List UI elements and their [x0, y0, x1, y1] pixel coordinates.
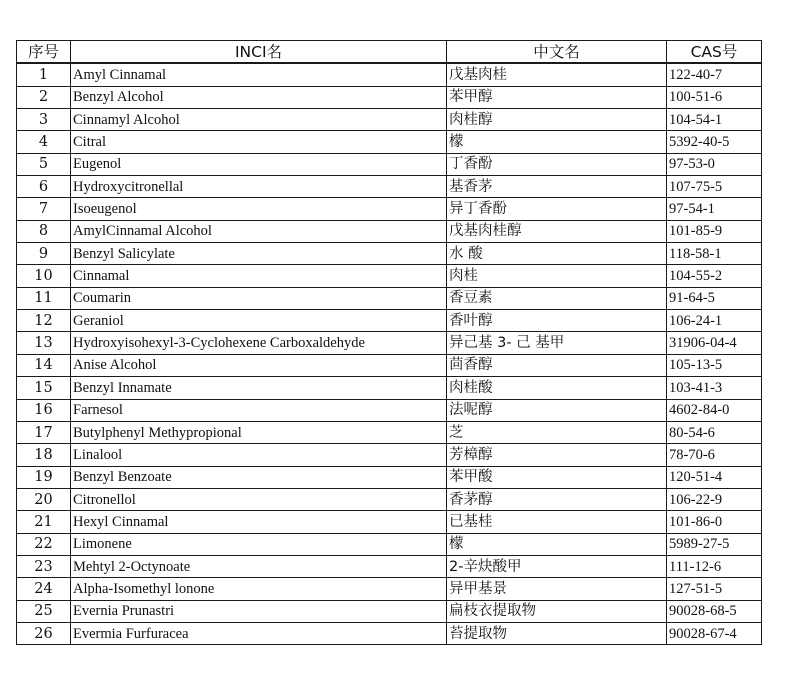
chinese-name-cell: 异丁香酚	[447, 198, 667, 220]
inci-name-cell: AmylCinnamal Alcohol	[71, 220, 447, 242]
cas-number-cell: 101-85-9	[667, 220, 762, 242]
serial-number-cell: 20	[17, 488, 71, 510]
cas-number-cell: 105-13-5	[667, 354, 762, 376]
cas-number-cell: 107-75-5	[667, 176, 762, 198]
chinese-name-cell: 檬	[447, 533, 667, 555]
chinese-name-cell: 香叶醇	[447, 310, 667, 332]
serial-number-cell: 1	[17, 63, 71, 86]
chinese-name-cell: 异甲基景	[447, 578, 667, 600]
cas-number-cell: 127-51-5	[667, 578, 762, 600]
table-row	[17, 399, 762, 421]
serial-number-cell: 19	[17, 466, 71, 488]
inci-name-cell: Benzyl Alcohol	[71, 86, 447, 108]
table-row	[17, 511, 762, 533]
chinese-name-cell: 香茅醇	[447, 488, 667, 510]
inci-name-cell: Farnesol	[71, 399, 447, 421]
table-row	[17, 86, 762, 108]
inci-name-cell: Hexyl Cinnamal	[71, 511, 447, 533]
cas-number-cell: 111-12-6	[667, 555, 762, 577]
chinese-name-cell: 茴香醇	[447, 354, 667, 376]
inci-name-cell: Alpha-Isomethyl lonone	[71, 578, 447, 600]
chinese-name-cell: 肉桂醇	[447, 109, 667, 131]
cas-number-cell: 103-41-3	[667, 377, 762, 399]
serial-number-cell: 6	[17, 176, 71, 198]
table-row	[17, 176, 762, 198]
chinese-name-cell: 戊基肉桂	[447, 63, 667, 86]
cas-number-cell: 122-40-7	[667, 63, 762, 86]
cas-number-cell: 90028-68-5	[667, 600, 762, 622]
inci-name-cell: Butylphenyl Methypropional	[71, 421, 447, 443]
table-row	[17, 265, 762, 287]
table-row	[17, 198, 762, 220]
chinese-name-cell: 苯甲酸	[447, 466, 667, 488]
table-row	[17, 287, 762, 309]
cas-number-cell: 100-51-6	[667, 86, 762, 108]
table-row	[17, 444, 762, 466]
table-row	[17, 578, 762, 600]
inci-name-cell: Linalool	[71, 444, 447, 466]
cas-number-cell: 5989-27-5	[667, 533, 762, 555]
serial-number-cell: 26	[17, 622, 71, 644]
serial-number-cell: 4	[17, 131, 71, 153]
chinese-name-cell: 扁枝衣提取物	[447, 600, 667, 622]
table-row	[17, 220, 762, 242]
inci-name-cell: Hydroxyisohexyl-3-Cyclohexene Carboxaldehyde	[71, 332, 447, 354]
table-row	[17, 466, 762, 488]
inci-name-cell: Evernia Prunastri	[71, 600, 447, 622]
serial-number-cell: 23	[17, 555, 71, 577]
inci-name-cell: Citronellol	[71, 488, 447, 510]
cas-number-cell: 106-24-1	[667, 310, 762, 332]
chinese-name-cell: 肉桂酸	[447, 377, 667, 399]
chinese-name-cell: 水 酸	[447, 243, 667, 265]
table-row	[17, 622, 762, 644]
table-row	[17, 131, 762, 153]
chinese-name-cell: 肉桂	[447, 265, 667, 287]
serial-number-cell: 25	[17, 600, 71, 622]
inci-name-cell: Benzyl Salicylate	[71, 243, 447, 265]
serial-number-cell: 16	[17, 399, 71, 421]
serial-number-cell: 18	[17, 444, 71, 466]
serial-number-cell: 12	[17, 310, 71, 332]
serial-number-cell: 3	[17, 109, 71, 131]
inci-name-cell: Geraniol	[71, 310, 447, 332]
cas-number-cell: 31906-04-4	[667, 332, 762, 354]
chinese-name-cell: 异己基 3- 己 基甲	[447, 332, 667, 354]
serial-number-cell: 11	[17, 287, 71, 309]
serial-number-cell: 2	[17, 86, 71, 108]
chinese-name-cell: 香豆素	[447, 287, 667, 309]
serial-number-cell: 22	[17, 533, 71, 555]
inci-name-cell: Citral	[71, 131, 447, 153]
serial-number-cell: 17	[17, 421, 71, 443]
cas-number-cell: 104-54-1	[667, 109, 762, 131]
table-row	[17, 243, 762, 265]
cas-number-cell: 104-55-2	[667, 265, 762, 287]
header-serial-number: 序号	[17, 41, 71, 64]
chinese-name-cell: 檬	[447, 131, 667, 153]
serial-number-cell: 7	[17, 198, 71, 220]
inci-name-cell: Benzyl Benzoate	[71, 466, 447, 488]
inci-name-cell: Cinnamal	[71, 265, 447, 287]
chinese-name-cell: 基香茅	[447, 176, 667, 198]
table-row	[17, 63, 762, 86]
inci-name-cell: Eugenol	[71, 153, 447, 175]
table-body	[17, 63, 762, 644]
allergen-table	[16, 40, 762, 645]
cas-number-cell: 106-22-9	[667, 488, 762, 510]
serial-number-cell: 9	[17, 243, 71, 265]
table-row	[17, 310, 762, 332]
chinese-name-cell: 苔提取物	[447, 622, 667, 644]
table-row	[17, 533, 762, 555]
chinese-name-cell: 法呢醇	[447, 399, 667, 421]
inci-name-cell: Anise Alcohol	[71, 354, 447, 376]
chinese-name-cell: 2-辛炔酸甲	[447, 555, 667, 577]
table-row	[17, 354, 762, 376]
table-row	[17, 377, 762, 399]
inci-name-cell: Benzyl Innamate	[71, 377, 447, 399]
table-row	[17, 109, 762, 131]
cas-number-cell: 120-51-4	[667, 466, 762, 488]
header-cas-number: CAS号	[667, 41, 762, 64]
serial-number-cell: 5	[17, 153, 71, 175]
table-row	[17, 153, 762, 175]
table-header	[17, 41, 762, 64]
header-inci-name: INCI名	[71, 41, 447, 64]
serial-number-cell: 13	[17, 332, 71, 354]
serial-number-cell: 15	[17, 377, 71, 399]
cas-number-cell: 97-54-1	[667, 198, 762, 220]
serial-number-cell: 24	[17, 578, 71, 600]
serial-number-cell: 8	[17, 220, 71, 242]
cas-number-cell: 101-86-0	[667, 511, 762, 533]
inci-name-cell: Evermia Furfuracea	[71, 622, 447, 644]
inci-name-cell: Limonene	[71, 533, 447, 555]
serial-number-cell: 21	[17, 511, 71, 533]
serial-number-cell: 10	[17, 265, 71, 287]
cas-number-cell: 97-53-0	[667, 153, 762, 175]
cas-number-cell: 4602-84-0	[667, 399, 762, 421]
table-row	[17, 488, 762, 510]
chinese-name-cell: 戊基肉桂醇	[447, 220, 667, 242]
serial-number-cell: 14	[17, 354, 71, 376]
chinese-name-cell: 已基桂	[447, 511, 667, 533]
header-chinese-name: 中文名	[447, 41, 667, 64]
inci-name-cell: Isoeugenol	[71, 198, 447, 220]
inci-name-cell: Amyl Cinnamal	[71, 63, 447, 86]
inci-name-cell: Hydroxycitronellal	[71, 176, 447, 198]
cas-number-cell: 80-54-6	[667, 421, 762, 443]
header-row	[17, 41, 762, 64]
cas-number-cell: 90028-67-4	[667, 622, 762, 644]
cas-number-cell: 5392-40-5	[667, 131, 762, 153]
cas-number-cell: 91-64-5	[667, 287, 762, 309]
table-row	[17, 332, 762, 354]
table-row	[17, 421, 762, 443]
chinese-name-cell: 芝	[447, 421, 667, 443]
chinese-name-cell: 丁香酚	[447, 153, 667, 175]
table-row	[17, 600, 762, 622]
chinese-name-cell: 苯甲醇	[447, 86, 667, 108]
table-row	[17, 555, 762, 577]
chinese-name-cell: 芳樟醇	[447, 444, 667, 466]
cas-number-cell: 78-70-6	[667, 444, 762, 466]
cas-number-cell: 118-58-1	[667, 243, 762, 265]
inci-name-cell: Mehtyl 2-Octynoate	[71, 555, 447, 577]
inci-name-cell: Coumarin	[71, 287, 447, 309]
inci-name-cell: Cinnamyl Alcohol	[71, 109, 447, 131]
